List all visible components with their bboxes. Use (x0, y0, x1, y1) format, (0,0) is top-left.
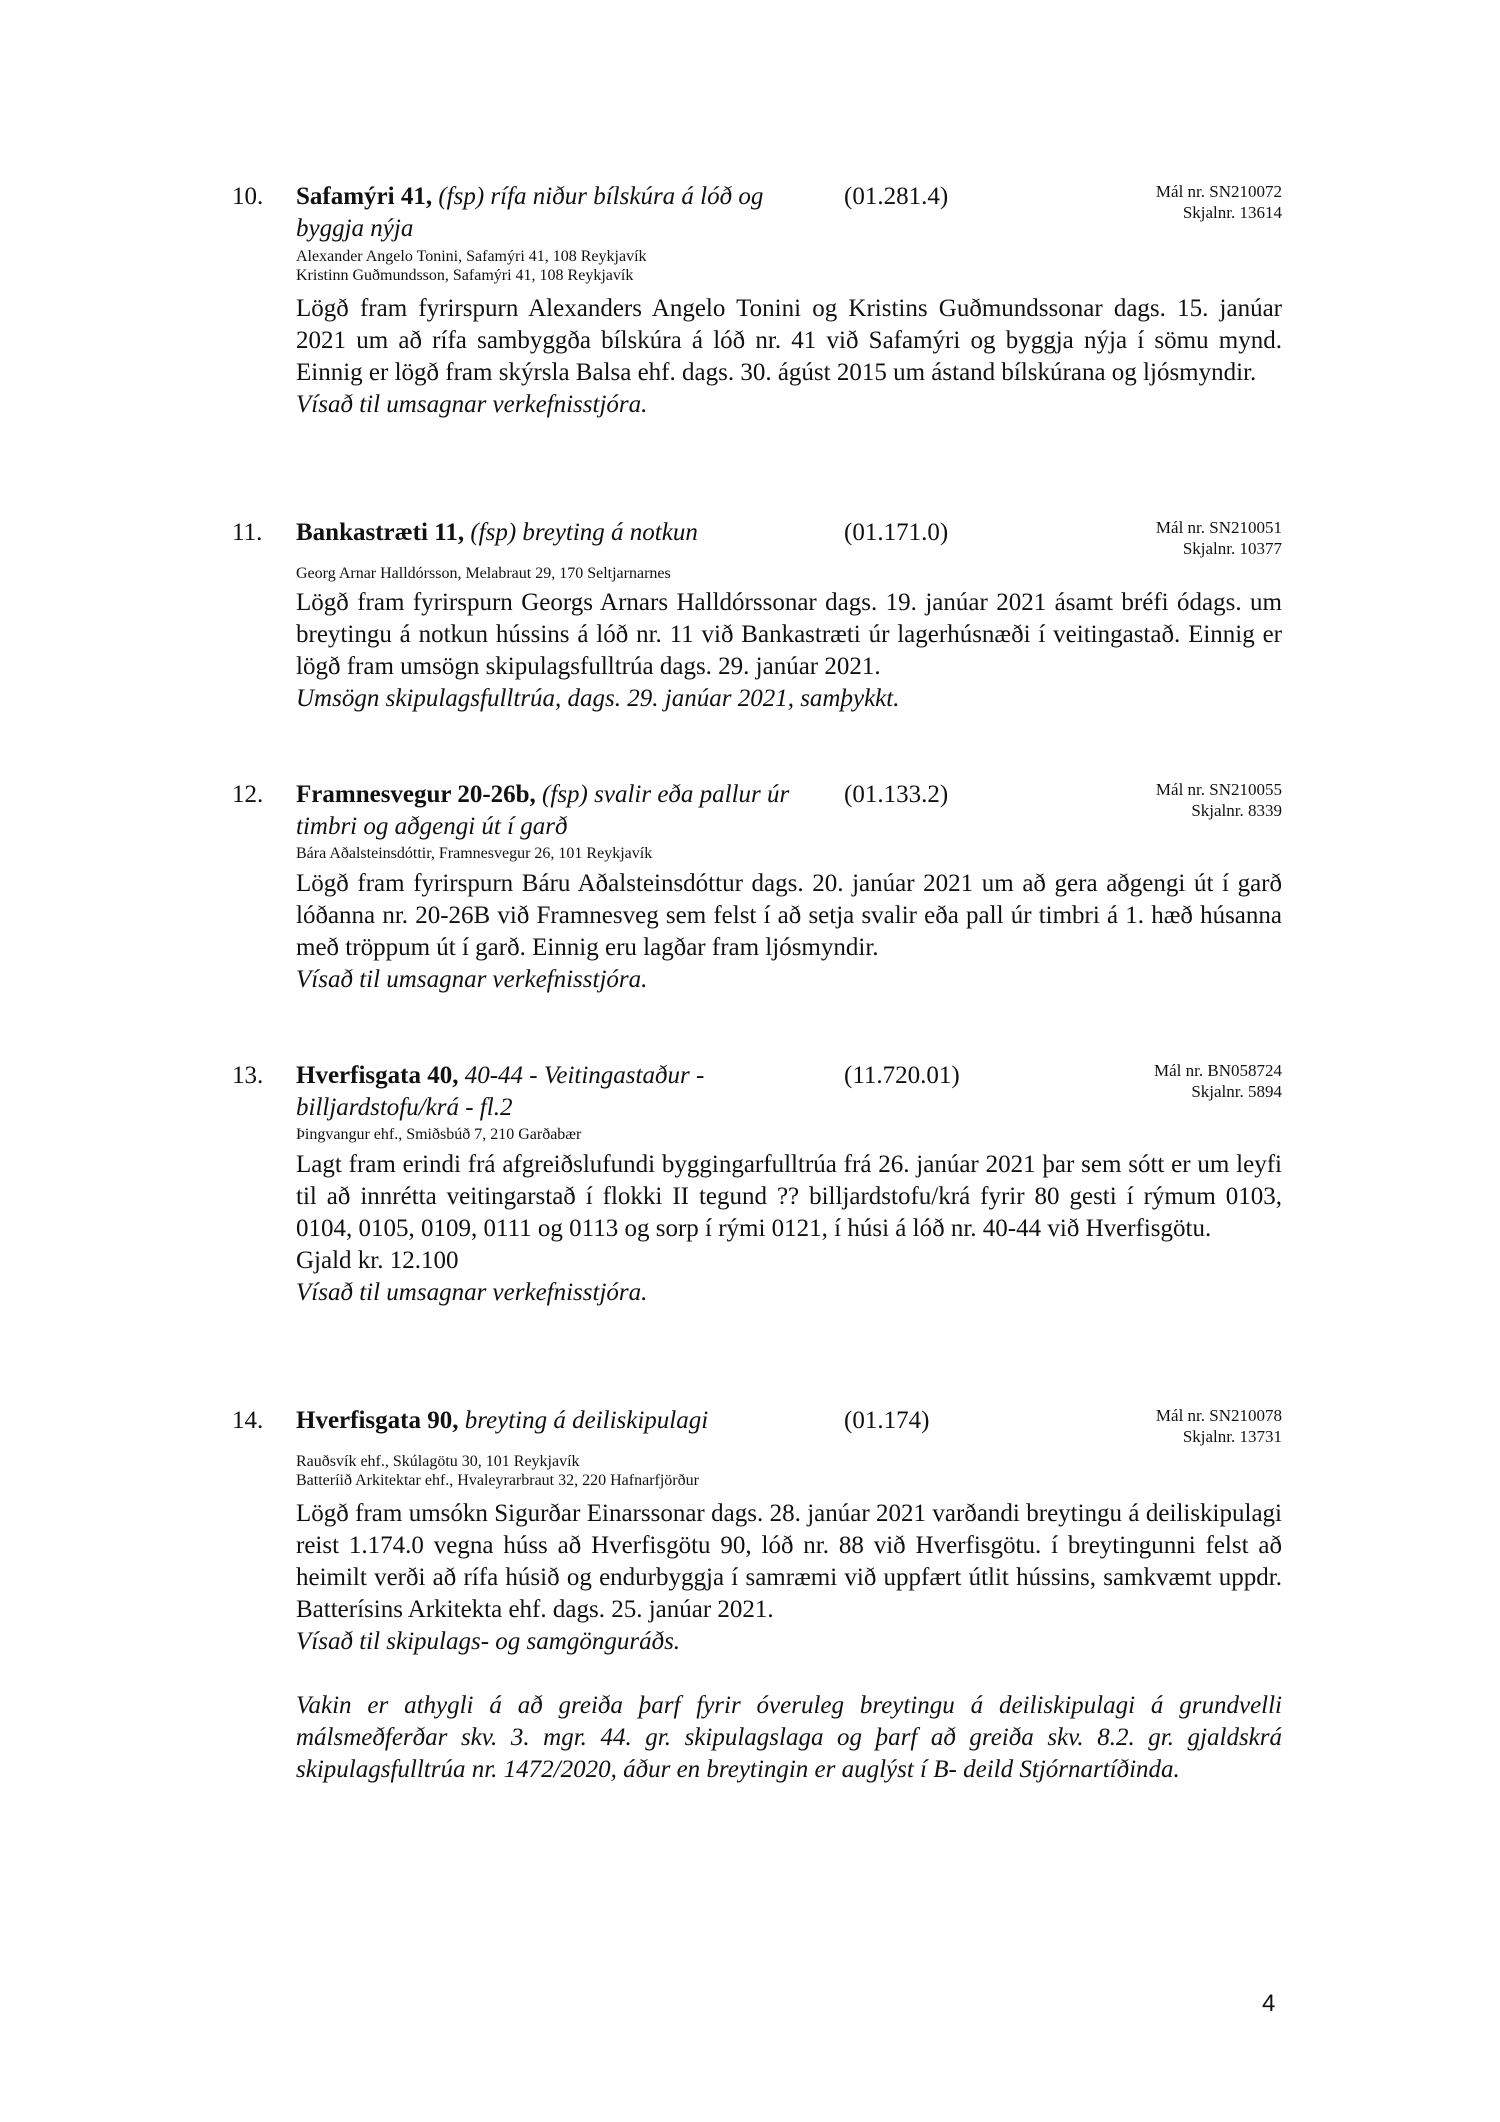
item-conclusion: Vísað til umsagnar verkefnisstjóra. (296, 966, 648, 993)
item-reference: (01.281.4) (844, 183, 949, 210)
item-conclusion: Umsögn skipulagsfulltrúa, dags. 29. janúar 2021, samþykkt. (296, 685, 900, 712)
item-body (296, 868, 1282, 996)
item-subject: (fsp) breyting á notkun (470, 519, 698, 546)
item-subject: (fsp) rífa niður bílskúra á lóð og byggja nýja (296, 183, 764, 242)
item-subject: breyting á deiliskipulagi (464, 1407, 709, 1434)
applicants (296, 247, 647, 285)
item-text: Lagt fram erindi frá afgreiðslufundi byggingarfulltrúa frá 26. janúar 2021 þar sem sótt er um leyfi til að innrétta veitingarstað í flokki II tegund ?? billjardstofu/krá fyrir 80 gesti í rýmum 0103, 0104, 0105, 0109, 0111 og 0113 og sorp í rými 0121, í húsi á lóð nr. 40-44 við Hverfisgötu. (296, 1151, 1282, 1242)
item-number: 10. (232, 183, 264, 210)
case-meta (1156, 779, 1282, 821)
item-title (296, 517, 836, 549)
applicant: Georg Arnar Halldórsson, Melabraut 29, 170 Seltjarnarnes (296, 565, 671, 582)
item-number: 11. (232, 519, 263, 546)
item-conclusion: Vísað til skipulags- og samgönguráðs. (296, 1628, 681, 1655)
item-note: Vakin er athygli á að greiða þarf fyrir óveruleg breytingu á deiliskipulagi á grundvelli málsmeðferðar skv. 3. mgr. 44. gr. skipulagslaga og þarf að greiða skv. 8.2. gr. gjaldskrá skipulagsfulltrúa nr. 1472/2020, áður en breytingin er auglýst í B- deild Stjórnartíðinda. (296, 1692, 1282, 1783)
applicant: Bára Aðalsteinsdóttir, Framnesvegur 26, 101 Reykjavík (296, 845, 653, 862)
item-text: Lögð fram fyrirspurn Alexanders Angelo Tonini og Kristins Guðmundssonar dags. 15. janúar 2021 um að rífa sambyggða bílskúra á lóð nr. 41 við Safamýri og byggja nýja í sömu mynd. Einnig er lögð fram skýrsla Balsa ehf. dags. 30. ágúst 2015 um ástand bílskúrana og ljósmyndir. (296, 295, 1282, 386)
document-number: Skjalnr. 10377 (1182, 539, 1282, 558)
item-title (296, 181, 836, 245)
item-body (296, 293, 1282, 421)
item-subject: (fsp) svalir eða pallur úr timbri og aðgengi út í garð (296, 781, 790, 840)
applicant: Þingvangur ehf., Smiðsbúð 7, 210 Garðabær (296, 1126, 582, 1143)
applicant: Kristinn Guðmundsson, Safamýri 41, 108 Reykjavík (296, 267, 634, 284)
case-number: Mál nr. SN210072 (1155, 182, 1282, 201)
item-address: Framnesvegur 20-26b, (296, 781, 536, 808)
applicant: Rauðsvík ehf., Skúlagötu 30, 101 Reykjavík (296, 1453, 580, 1470)
item-conclusion: Vísað til umsagnar verkefnisstjóra. (296, 1279, 648, 1306)
applicant: Batteríið Arkitektar ehf., Hvaleyrarbraut 32, 220 Hafnarfjörður (296, 1472, 699, 1489)
item-title (296, 779, 836, 843)
case-number: Mál nr. BN058724 (1154, 1061, 1282, 1080)
item-address: Bankastræti 11, (296, 519, 465, 546)
item-title (296, 1405, 836, 1437)
item-address: Hverfisgata 40, (296, 1062, 459, 1089)
document-number: Skjalnr. 13614 (1182, 203, 1282, 222)
item-fee: Gjald kr. 12.100 (296, 1247, 459, 1274)
item-reference: (01.133.2) (844, 781, 949, 808)
document-number: Skjalnr. 13731 (1182, 1427, 1282, 1446)
document-number: Skjalnr. 5894 (1191, 1082, 1282, 1101)
case-meta (1156, 517, 1282, 559)
applicants (296, 1125, 581, 1144)
applicant: Alexander Angelo Tonini, Safamýri 41, 108 Reykjavík (296, 248, 647, 265)
item-reference: (01.174) (844, 1407, 930, 1434)
item-text: Lögð fram fyrirspurn Báru Aðalsteinsdóttur dags. 20. janúar 2021 um að gera aðgengi út í garð lóðanna nr. 20-26B við Framnesveg sem felst í að setja svalir eða pall úr timbri á 1. hæð húsanna með tröppum út í garð. Einnig eru lagðar fram ljósmyndir. (296, 870, 1282, 961)
item-reference: (11.720.01) (844, 1062, 960, 1089)
item-address: Hverfisgata 90, (296, 1407, 459, 1434)
case-number: Mál nr. SN210055 (1155, 780, 1282, 799)
item-text: Lögð fram umsókn Sigurðar Einarssonar dags. 28. janúar 2021 varðandi breytingu á deiliskipulagi reist 1.174.0 vegna húss að Hverfisgötu 90, lóð nr. 88 við Hverfisgötu. í breytingunni felst að heimilt verði að rífa húsið og endurbyggja í samræmi við uppfært útlit hússins, samkvæmt uppdr. Batterísins Arkitekta ehf. dags. 25. janúar 2021. (296, 1500, 1282, 1623)
item-body (296, 587, 1282, 715)
applicants (296, 844, 652, 863)
case-number: Mál nr. SN210078 (1155, 1406, 1282, 1425)
case-meta (1156, 1405, 1282, 1447)
item-body (296, 1149, 1282, 1309)
applicants (296, 564, 671, 583)
case-number: Mál nr. SN210051 (1155, 518, 1282, 537)
item-subject: 40-44 - Veitingastaður - billjardstofu/krá - fl.2 (296, 1062, 705, 1121)
item-number: 12. (232, 781, 264, 808)
item-number: 13. (232, 1062, 264, 1089)
document-number: Skjalnr. 8339 (1191, 801, 1282, 820)
case-meta (1154, 1060, 1282, 1102)
page-number: 4 (1262, 1990, 1276, 2017)
item-conclusion: Vísað til umsagnar verkefnisstjóra. (296, 391, 648, 418)
item-title (296, 1060, 836, 1124)
item-address: Safamýri 41, (296, 183, 433, 210)
case-meta (1156, 181, 1282, 223)
item-body (296, 1498, 1282, 1786)
item-reference: (01.171.0) (844, 519, 949, 546)
item-number: 14. (232, 1407, 264, 1434)
item-text: Lögð fram fyrirspurn Georgs Arnars Halldórssonar dags. 19. janúar 2021 ásamt bréfi ódags. um breytingu á notkun hússins á lóð nr. 11 við Bankastræti úr lagerhúsnæði í veitingastað. Einnig er lögð fram umsögn skipulagsfulltrúa dags. 29. janúar 2021. (296, 589, 1282, 680)
applicants (296, 1452, 699, 1490)
